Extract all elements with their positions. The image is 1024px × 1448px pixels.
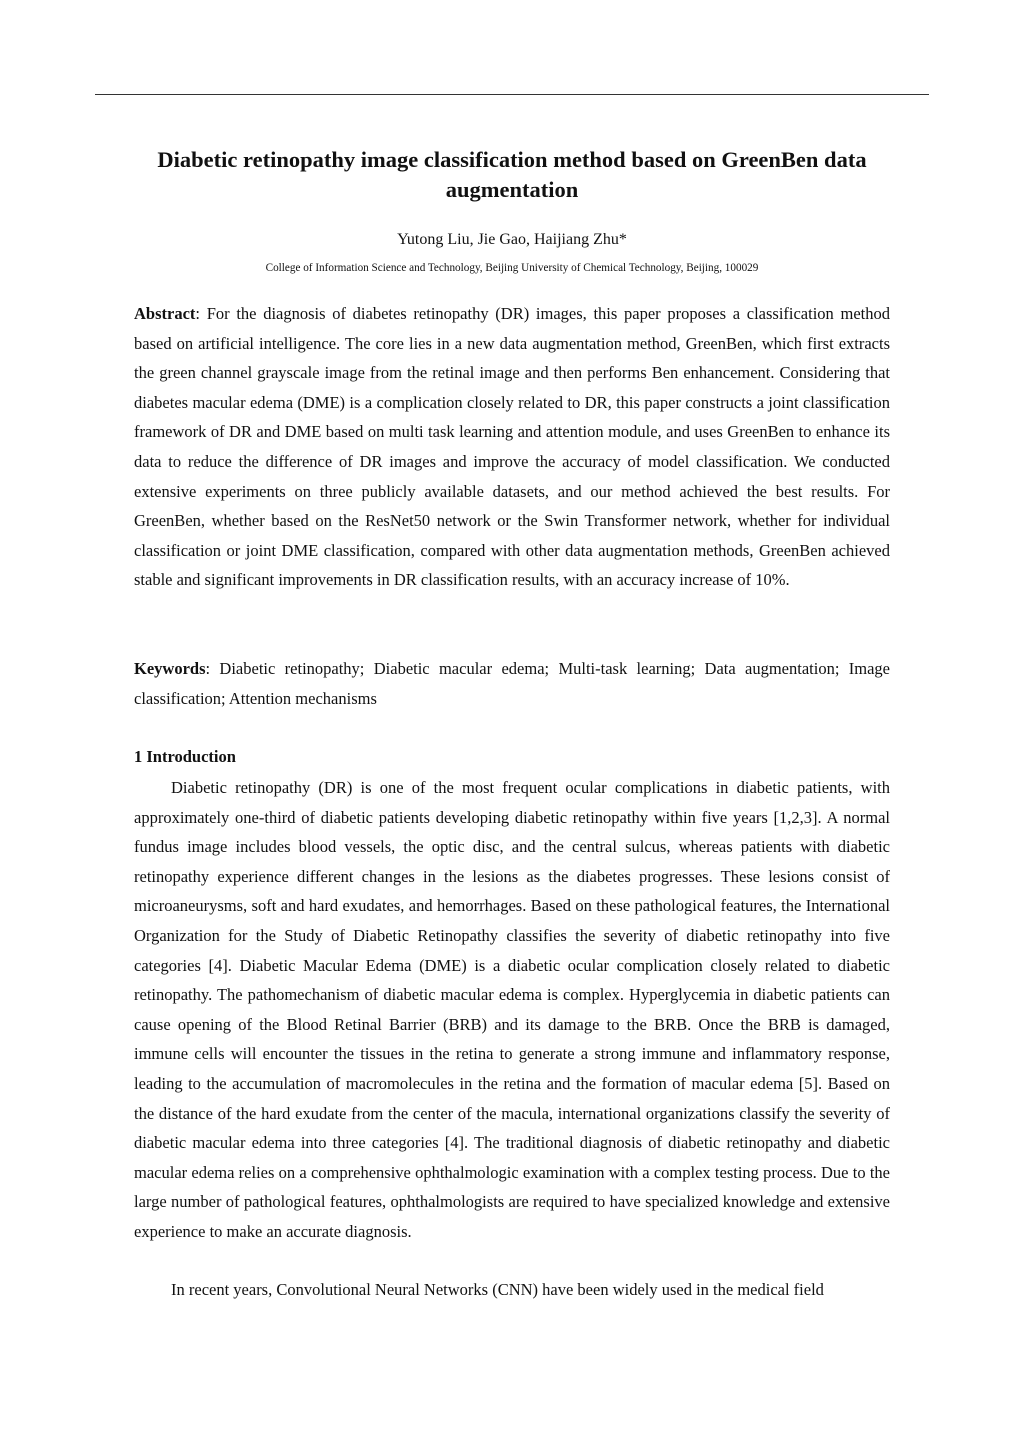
introduction-paragraph-2: In recent years, Convolutional Neural Networks (CNN) have been widely used in the medical field	[171, 1280, 824, 1299]
author-list: Yutong Liu, Jie Gao, Haijiang Zhu*	[397, 231, 627, 248]
author-affiliation: College of Information Science and Technology, Beijing University of Chemical Technology, Beijing, 100029	[265, 262, 759, 274]
header-rule	[95, 94, 929, 95]
abstract-separator: :	[195, 304, 200, 323]
keywords-label: Keywords	[134, 659, 206, 678]
keywords-text: : Diabetic retinopathy; Diabetic macular edema; Multi-task learning; Data augmentation; Image classification; Attention mechanisms	[134, 659, 890, 708]
abstract-paragraph	[134, 299, 890, 595]
keywords-paragraph	[134, 654, 890, 713]
introduction-paragraph-1: Diabetic retinopathy (DR) is one of the most frequent ocular complications in diabetic patients, with approximately one-third of diabetic patients developing diabetic retinopathy within five years [1,2,3]. A normal fundus image includes blood vessels, the optic disc, and the central sulcus, whereas patients with diabetic retinopathy experience different changes in the lesions as the diabetes progresses. These lesions consist of microaneurysms, soft and hard exudates, and hemorrhages. Based on these pathological features, the International Organization for the Study of Diabetic Retinopathy classifies the severity of diabetic retinopathy into five categories [4]. Diabetic Macular Edema (DME) is a diabetic ocular complication closely related to diabetic retinopathy. The pathomechanism of diabetic macular edema is complex. Hyperglycemia in diabetic patients can cause opening of the Blood Retinal Barrier (BRB) and its damage to the BRB. Once the BRB is damaged, immune cells will encounter the tissues in the retina to generate a strong immune and inflammatory response, leading to the accumulation of macromolecules in the retina and the formation of macular edema [5]. Based on the distance of the hard exudate from the center of the macula, international organizations classify the severity of diabetic macular edema into three categories [4]. The traditional diagnosis of diabetic retinopathy and diabetic macular edema relies on a comprehensive ophthalmologic examination with a complex testing process. Due to the large number of pathological features, ophthalmologists are required to have specialized knowledge and extensive experience to make an accurate diagnosis.	[134, 778, 890, 1241]
paper-title: Diabetic retinopathy image classification method based on GreenBen data augmentation	[157, 147, 867, 202]
abstract-text: For the diagnosis of diabetes retinopathy (DR) images, this paper proposes a classification method based on artificial intelligence. The core lies in a new data augmentation method, GreenBen, which first extracts the green channel grayscale image from the retinal image and then performs Ben enhancement. Considering that diabetes macular edema (DME) is a complication closely related to DR, this paper constructs a joint classification framework of DR and DME based on multi task learning and attention module, and uses GreenBen to enhance its data to reduce the difference of DR images and improve the accuracy of model classification. We conducted extensive experiments on three publicly available datasets, and our method achieved the best results. For GreenBen, whether based on the ResNet50 network or the Swin Transformer network, whether for individual classification or joint DME classification, compared with other data augmentation methods, GreenBen achieved stable and significant improvements in DR classification results, with an accuracy increase of 10%.	[134, 304, 890, 590]
abstract-label: Abstract	[134, 304, 196, 323]
section-heading-introduction: 1 Introduction	[134, 747, 236, 766]
